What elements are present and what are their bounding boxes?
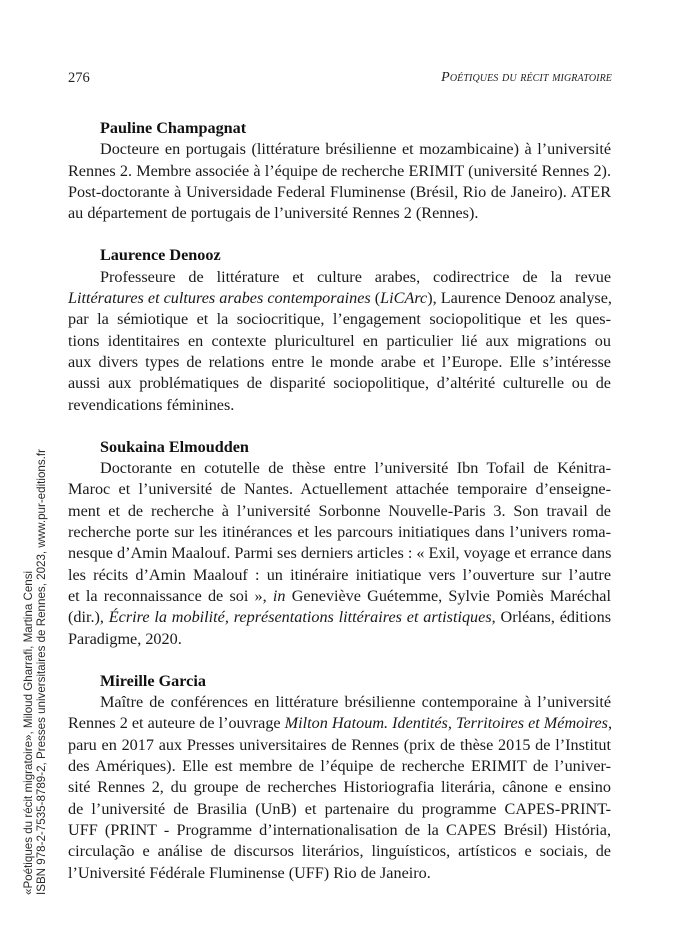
text-run: les récits d’Amin Maalouf : un itinéraire initiatique vers l’ouverture sur l’autre	[68, 565, 611, 584]
bio-line	[68, 331, 611, 352]
bio-line	[68, 841, 611, 862]
bio-line	[68, 820, 611, 841]
italic-text: LiCArc	[380, 289, 428, 308]
text-run: au département de portugais de l’université Rennes 2 (Rennes).	[68, 204, 479, 223]
text-run: Professeure de littérature et culture arabes, codirectrice de la revue	[100, 267, 611, 286]
text-run: et la reconnaissance de soi »,	[68, 586, 273, 605]
text-run: Rennes 2 et auteure de l’ouvrage	[68, 714, 285, 733]
contributor-bio	[68, 458, 611, 650]
contributor-entry	[68, 245, 611, 415]
bio-line	[68, 395, 611, 416]
italic-text: Littératures et cultures arabes contemporaines	[68, 289, 371, 308]
contributor-bio	[68, 692, 611, 884]
bio-line	[68, 522, 611, 543]
bio-line	[68, 713, 611, 734]
text-run: aussi aux problématiques de disparité sociopolitique, d’altérité culturelle ou de	[68, 374, 611, 393]
bio-line	[68, 863, 611, 884]
bio-line	[68, 501, 611, 522]
text-run: l’Université Fédérale Fluminense (UFF) Rio de Janeiro.	[68, 863, 431, 882]
italic-text: Écrire la mobilité, représentations littéraires et artistiques	[108, 608, 492, 627]
text-run: revendications féminines.	[68, 395, 235, 414]
contributor-name: Soukaina Elmoudden	[100, 437, 249, 456]
text-run: paru en 2017 aux Presses universitaires de Rennes (prix de thèse 2015 de l’Institut	[68, 735, 611, 754]
bio-line	[68, 458, 611, 479]
bio-line	[68, 735, 611, 756]
bio-line	[68, 799, 611, 820]
text-run: Geneviève Guétemme, Sylvie Pomiès Maréchal	[285, 586, 611, 605]
text-run: (	[370, 289, 381, 308]
bio-line	[68, 161, 611, 182]
bio-line	[68, 352, 611, 373]
text-run: sité Rennes 2, du groupe de recherches Historiografia literária, cânone e ensino	[68, 778, 611, 797]
text-run: des Amériques). Elle est membre de l’équipe de recherche ERIMIT de l’univer-	[68, 757, 611, 776]
contributor-name: Pauline Champagnat	[100, 119, 247, 137]
text-run: Maître de conférences en littérature brésilienne contemporaine à l’université	[100, 693, 611, 712]
contributor-entry	[68, 437, 611, 650]
text-run: ,	[607, 714, 612, 733]
text-run: circulação e análise de discursos literários, linguísticos, artísticos e sociais, de	[68, 842, 611, 861]
bio-line	[68, 629, 611, 650]
contributors-list	[68, 118, 611, 905]
text-run: tions identitaires en contexte pluriculturel en particulier lié aux migrations ou	[68, 331, 611, 350]
bio-line	[68, 543, 611, 564]
text-run: (dir.),	[68, 608, 109, 627]
text-run: Docteure en portugais (littérature brésilienne et mozambicaine) à l’université	[100, 140, 611, 159]
text-run: Doctorante en cotutelle de thèse entre l’université Ibn Tofail de Kénitra-	[100, 459, 611, 478]
contributor-name: Laurence Denooz	[100, 246, 221, 265]
contributor-bio	[68, 267, 611, 416]
bio-line	[68, 203, 611, 224]
bio-line	[68, 309, 611, 330]
side-note-line-1: «Poétiques du récit migratoire», Miloud Gharrafi, Martina Censi	[22, 570, 35, 895]
text-run: Rennes 2. Membre associée à l’équipe de recherche ERIMIT (université Rennes 2).	[68, 161, 611, 180]
text-run: nesque d’Amin Maalouf. Parmi ses derniers articles : « Exil, voyage et errance dans	[68, 544, 612, 563]
bio-line	[68, 139, 611, 160]
text-run: Post-doctorante à Universidade Federal Fluminense (Brésil, Rio de Janeiro). ATER	[68, 182, 611, 201]
text-run: ), Laurence Denooz analyse,	[427, 289, 612, 308]
bio-line	[68, 607, 611, 628]
text-run: par la sémiotique et la sociocritique, l’engagement sociopolitique et les ques-	[68, 310, 611, 329]
copyright-side-note	[22, 449, 48, 895]
bio-line	[68, 182, 611, 203]
text-run: aux divers types de relations entre le monde arabe et l’Europe. Elle s’intéresse	[68, 352, 611, 371]
bio-line	[68, 565, 611, 586]
contributor-bio	[68, 139, 611, 224]
text-run: de l’université de Brasilia (UnB) et partenaire du programme CAPES-PRINT-	[68, 799, 611, 818]
bio-line	[68, 756, 611, 777]
text-run: Maroc et l’université de Nantes. Actuellement attachée temporaire d’enseigne-	[68, 480, 611, 499]
contributor-entry	[68, 118, 611, 224]
contributor-name: Mireille Garcia	[100, 671, 206, 690]
bio-line	[68, 373, 611, 394]
bio-line	[68, 586, 611, 607]
bio-line	[68, 267, 611, 288]
bio-line	[68, 692, 611, 713]
bio-line	[68, 288, 611, 309]
text-run: UFF (PRINT - Programme d’internationalisation de la CAPES Brésil) História,	[68, 820, 611, 839]
text-run: ment et de recherche à l’université Sorbonne Nouvelle-Paris 3. Son travail de	[68, 501, 611, 520]
running-head: Poétiques du récit migratoire	[441, 70, 612, 85]
side-note-line-2: ISBN 978-2-7535-8789-2, Presses universitaires de Rennes, 2023, www.pur-editions.fr	[35, 449, 48, 895]
text-run: recherche porte sur les itinérances et les parcours initiatiques dans l’univers roma-	[68, 523, 611, 542]
text-run: , Orléans, éditions	[491, 608, 611, 627]
bio-line	[68, 777, 611, 798]
page-number: 276	[68, 70, 90, 86]
italic-text: Milton Hatoum. Identités, Territoires et Mémoires	[284, 714, 608, 733]
bio-line	[68, 479, 611, 500]
contributor-entry	[68, 671, 611, 884]
text-run: Paradigme, 2020.	[68, 629, 182, 648]
italic-text: in	[272, 586, 286, 605]
